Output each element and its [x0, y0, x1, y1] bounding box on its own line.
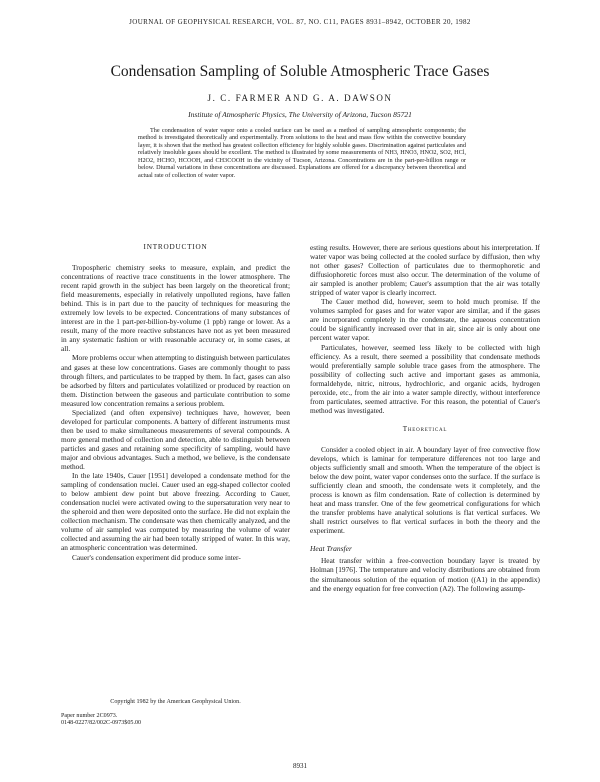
journal-header: JOURNAL OF GEOPHYSICAL RESEARCH, VOL. 87, NO. C11, PAGES 8931–8942, OCTOBER 20, 1982: [129, 18, 471, 26]
copyright-notice: Copyright 1982 by the American Geophysical Union.: [110, 699, 241, 705]
section-heading-theoretical: Theoretical: [402, 424, 448, 433]
paper-code: 0148-0227/82/002C-0973$05.00: [61, 720, 142, 727]
section-heading-introduction: INTRODUCTION: [143, 243, 208, 251]
abstract: The condensation of water vapor onto a cooled surface can be used as a method of sampling atmospheric components; the method is investigated theoretically and experimentally. From solutions to the heat and mass flow within the convective boundary layer, it is shown that the method has greatest collection efficiency for highly soluble gases. Discrimination against particulates and relatively insoluble gases should be excellent. The method is illustrated by some measurements of NH3, HNO3, HNO2, SO2, HCl, H2O2, HCHO, HCOOH, and CH3COOH in the vicinity of Tucson, Arizona. Concentrations are in the part-per-billion range or below. Diurnal variations in these concentrations are discussed. Explanations are offered for a discrepancy between theoretical and actual rate of collection of water vapor.: [138, 127, 466, 179]
paragraph: Heat transfer within a free-convection boundary layer is treated by Holman [1976]. The temperature and velocity distributions are obtained from the simultaneous solution of the equation of motion ((A1) in the appendix) and the energy equation for free convection (A2). The following assump-: [310, 556, 540, 593]
paragraph: In the late 1940s, Cauer [1951] developed a condensate method for the sampling of condensation nuclei. Cauer used an egg-shaped collector cooled to below ambient dew point but above freezing. According to Cauer, condensation nuclei were activated owing to the supersaturation very near to the spheroid and then were deposited onto the surface. He did not explain the collection mechanism. The condensate was then chemically analyzed, and the volume of air sampled was computed by measuring the volume of water collected and assuming the air had been totally stripped of water. In this way, an atmospheric concentration was determined.: [61, 471, 290, 553]
subheading-heat-transfer: Heat Transfer: [310, 544, 352, 554]
page-number: 8931: [293, 762, 307, 770]
right-column: [310, 243, 540, 593]
paragraph: esting results. However, there are serious questions about his interpretation. If water vapor was being collected at the cooled surface by diffusion, then why not other gases? Collection of particulates due to thermophoretic and diffusiophoretic forces must also occur. The determination of the volume of air sampled is another problem; Cauer's assumption that the air was totally stripped of water vapor is clearly incorrect.: [310, 243, 540, 298]
left-column: [61, 243, 290, 562]
authors: J. C. FARMER AND G. A. DAWSON: [207, 93, 393, 103]
paragraph: Particulates, however, seemed less likely to be collected with high efficiency. As a result, there seemed a possibility that condensate methods would preferentially sample soluble trace gases from the atmosphere. The possibility of collecting such active and important gases as ammonia, formaldehyde, nitric, nitrous, hydrochloric, and organic acids, hydrogen peroxide, etc., from the air into a water sample directly, without interference from particulates, seemed attractive. For this reason, the potential of Cauer's method was investigated.: [310, 342, 540, 415]
paragraph: Cauer's condensation experiment did produce some inter-: [72, 552, 241, 562]
paragraph: Consider a cooled object in air. A boundary layer of free convective flow develops, which is laminar for temperature differences not too large and objects sufficiently small and smooth. When the temperature of the object is below the dew point, water vapor condenses onto the surface. If the surface is sufficiently clean and smooth, the condensate wets it completely, and the process is known as film condensation. Rate of collection is determined by heat and mass transfer. One of the few geometrical configurations for which the transfer problems have analytical solutions is flat vertical surfaces. We shall restrict ourselves to flat vertical surfaces in both the theory and the experiment.: [310, 444, 540, 536]
paper-title: Condensation Sampling of Soluble Atmospheric Trace Gases: [110, 63, 490, 80]
paragraph: The Cauer method did, however, seem to hold much promise. If the volumes sampled for gases and for water vapor are similar, and if the gases are incorporated completely in the condensate, the aqueous concentration could be significantly increased over that in air, since air is only about one percent water vapor.: [310, 297, 540, 343]
paragraph: More problems occur when attempting to distinguish between particulates and gases at these low concentrations. Gases are commonly thought to pass through filters, and particulates to be trapped by them. In fact, gases can also be adsorbed by filters and particulates volatilized or produced by reaction on them. Distinction between the gaseous and particulate contribution to some measured low concentration remains a serious problem.: [61, 353, 290, 408]
paper-number: Paper number 2C0973.: [61, 713, 118, 720]
paragraph: Specialized (and often expensive) techniques have, however, been developed for particular components. A battery of different instruments must then be used to make simultaneous measurements of several compounds. A more general method of collection and detection, able to distinguish between particles and gases and retaining some specificity of sampling, would have major and obvious advantages. Such a method, we believe, is the condensate method.: [61, 407, 290, 472]
paragraph: Tropospheric chemistry seeks to measure, explain, and predict the concentrations of reactive trace constituents in the lower atmosphere. The recent rapid growth in the subject has been largely on the theoretical front; field measurements, especially in relatively unpolluted regions, have fallen behind. This is in part due to the paucity of techniques for measuring the extremely low levels to be expected. Concentrations of many substances of interest are in the 1 part-per-billion-by-volume (1 ppb) range or lower. As a result, many of the more reactive substances have not as yet been measured in any systematic fashion or with reasonable accuracy or, in some cases, at all.: [61, 263, 290, 354]
affiliation: Institute of Atmospheric Physics, The University of Arizona, Tucson 85721: [188, 110, 412, 119]
footnotes: [61, 699, 290, 728]
